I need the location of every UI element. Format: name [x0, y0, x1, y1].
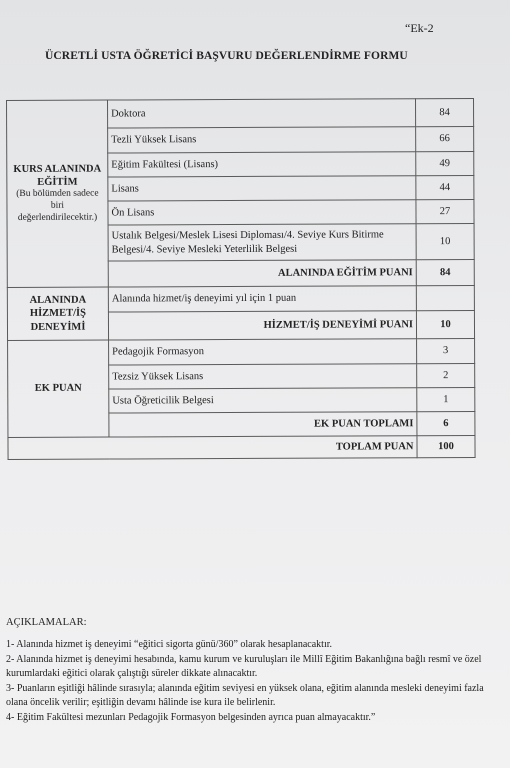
education-section-title: KURS ALANINDA EĞİTİM	[13, 163, 102, 189]
note-item: 4- Eğitim Fakültesi mezunları Pedagojik Formasyon belgesinden ayrıca puan almayacaktır.”	[6, 711, 376, 723]
note-item: 2- Alanında hizmet iş deneyimi hesabında, kamu kurum ve kuruluşları ile Millî Eğitim Bakanlığına bağlı resmî ve özel kurumlardaki eğitici olarak çalıştığı süreler dikkate alınacaktır.	[6, 653, 482, 680]
extra-total-points: 6	[417, 411, 475, 435]
row-label: Usta Öğreticilik Belgesi	[109, 388, 417, 413]
annex-label: “Ek-2	[405, 21, 434, 35]
row-points: 49	[416, 151, 474, 175]
table-row	[8, 435, 475, 459]
experience-section-title: ALANINDA HİZMET/İŞ DENEYİMİ	[7, 287, 108, 340]
row-label: Ustalık Belgesi/Meslek Lisesi Diploması/4. Seviye Kurs Bitirme Belgesi/4. Seviye Mesleki Yeterlilik Belgesi	[108, 224, 416, 261]
row-label: Ön Lisans	[108, 200, 416, 225]
row-label: Tezsiz Yüksek Lisans	[109, 364, 417, 389]
note-item: 1- Alanında hizmet iş deneyimi “eğitici sigorta günü/360” olarak hesaplanacaktır.	[6, 639, 333, 651]
note-item: 3- Puanların eşitliği hâlinde sırasıyla; alanında eğitim seviyesi en yüksek olana, eğitim alanında mesleki deneyimi fazla olana öncelik verilir; eşitliğin devamı hâlinde ise kura ile belirlenir.	[6, 682, 484, 709]
row-points: 1	[417, 387, 475, 411]
notes-section	[6, 615, 501, 725]
education-section-note: (Bu bölümden sadece biri değerlendirilecektir.)	[16, 188, 99, 224]
row-points: 3	[417, 338, 475, 363]
form-title: ÜCRETLİ USTA ÖĞRETİCİ BAŞVURU DEĞERLENDİRME FORMU	[45, 50, 408, 62]
row-label: Eğitim Fakültesi (Lisans)	[108, 152, 416, 177]
grand-total-points: 100	[417, 435, 475, 457]
row-label: Lisans	[108, 176, 416, 201]
table-row	[7, 285, 474, 312]
experience-total-label: HİZMET/İŞ DENEYİMİ PUANI	[108, 311, 416, 340]
row-points: 84	[415, 98, 473, 126]
education-section-cell	[7, 100, 109, 287]
row-label: Pedagojik Formasyon	[109, 339, 417, 365]
table-row	[8, 338, 475, 365]
education-total-points: 84	[416, 259, 474, 285]
experience-total-points: 10	[416, 310, 474, 338]
row-points: 44	[416, 175, 474, 199]
row-label: Tezli Yüksek Lisans	[108, 127, 416, 153]
table-row	[7, 98, 474, 128]
notes-heading: AÇIKLAMALAR:	[6, 617, 87, 628]
row-points: 27	[416, 199, 474, 223]
extra-section-title: EK PUAN	[8, 340, 109, 437]
row-points: 66	[416, 126, 474, 151]
row-points: 2	[417, 363, 475, 387]
grand-total-label: TOPLAM PUAN	[8, 436, 417, 460]
extra-total-label: EK PUAN TOPLAMI	[109, 412, 417, 437]
row-points	[416, 285, 474, 310]
row-label: Alanında hizmet/iş deneyimi yıl için 1 puan	[108, 286, 416, 312]
education-total-label: ALANINDA EĞİTİM PUANI	[108, 260, 416, 287]
row-points: 10	[416, 223, 474, 259]
row-label: Doktora	[108, 99, 416, 128]
evaluation-table	[6, 98, 476, 460]
